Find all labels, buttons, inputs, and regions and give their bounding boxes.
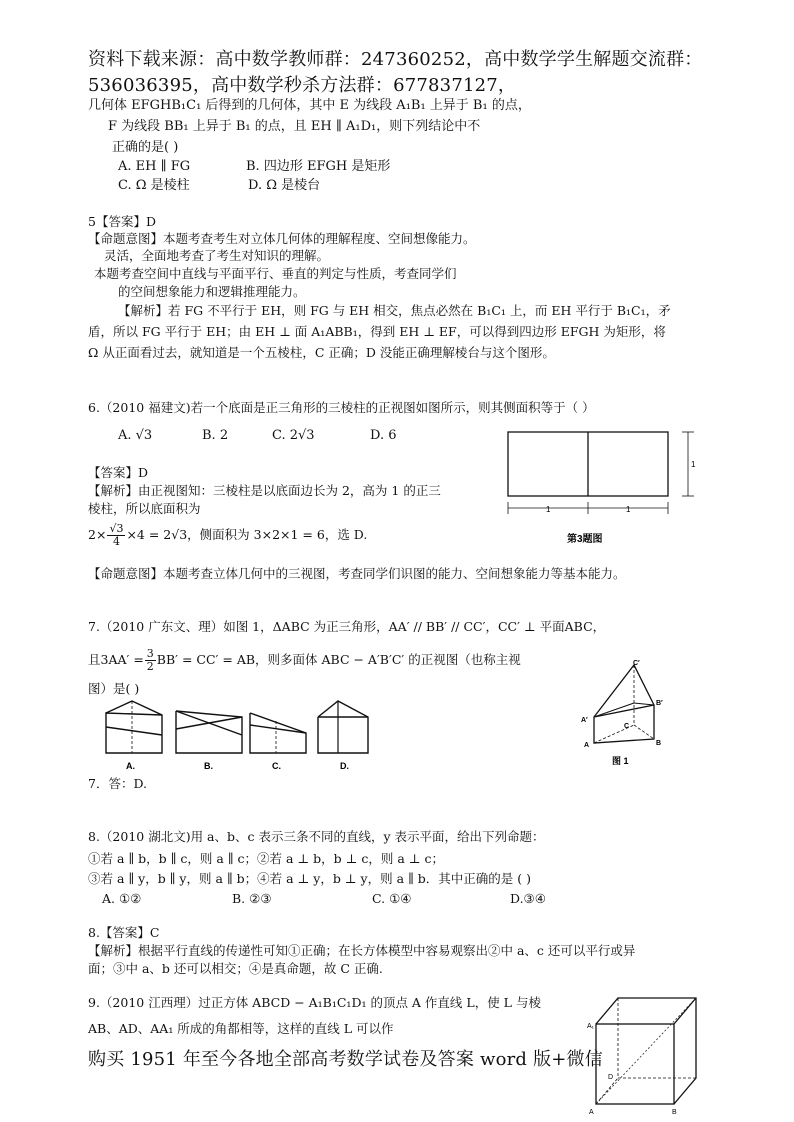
- q5-intent-line-1: 【命题意图】本题考查考生对立体几何体的理解程度、空间想像能力。: [88, 231, 476, 246]
- q6-formula-numerator: √3: [109, 522, 124, 535]
- q7-options-figure: [100, 695, 370, 775]
- q7-option-a-view: [106, 701, 162, 771]
- q6-intent: 【命题意图】本题考查立体几何中的三视图，考查同学们识图的能力、空间想象能力等基本能力。: [88, 566, 626, 581]
- q5-option-c: C. Ω 是棱柱: [118, 178, 190, 193]
- header-line-2: 536036395，高中数学秒杀方法群：677837127，: [88, 75, 517, 96]
- q9-stem-line-2: AB、AD、AA₁ 所成的角都相等，这样的直线 L 可以作: [88, 1021, 394, 1036]
- q8-propositions-line-2: ③若 a ∥ y，b ∥ y，则 a ∥ b；④若 a ⊥ y，b ⊥ y，则 a ∥ b．其中正确的是 ( ): [88, 871, 531, 886]
- q9-vertex-b: B: [672, 1109, 677, 1116]
- q6-dim-left: 1: [546, 505, 551, 514]
- q7-vertex-a-prime: A′: [581, 717, 588, 724]
- q9-vertex-d: D: [608, 1074, 614, 1081]
- q6-option-b: B. 2: [202, 428, 229, 443]
- q5-stem-line-1: 几何体 EFGHB₁C₁ 后得到的几何体，其中 E 为线段 A₁B₁ 上异于 B₁ 的点，: [88, 98, 531, 113]
- q7-option-b-view: [176, 711, 242, 771]
- q5-analysis-line-2: 盾，所以 FG 平行于 EH；由 EH ⊥ 面 A₁ABB₁，得到 EH ⊥ EF，可以得到四边形 EFGH 为矩形，将: [88, 324, 666, 339]
- footer-text: 购买 1951 年至今各地全部高考数学试卷及答案 word 版+微信: [88, 1049, 603, 1070]
- q6-dim-right: 1: [626, 505, 631, 514]
- q9-stem-line-1: 9.（2010 江西理）过正方体 ABCD − A₁B₁C₁D₁ 的顶点 A 作直线 L，使 L 与棱: [88, 995, 541, 1010]
- q8-propositions-line-1: ①若 a ∥ b，b ∥ c，则 a ∥ c；②若 a ⊥ b，b ⊥ c，则 a ⊥ c；: [88, 851, 444, 866]
- q7-label-c: C.: [272, 761, 281, 771]
- q6-formula-pre: 2×: [88, 527, 107, 542]
- q9-vertex-a1: A₁: [587, 1023, 595, 1030]
- q7-option-c-view: [250, 713, 306, 771]
- q5-analysis-line-3: Ω 从正面看过去，就知道是一个五棱柱，C 正确；D 没能正确理解棱台与这个图形。: [88, 345, 555, 360]
- q8-option-c: C. ①④: [372, 891, 412, 906]
- q7-vertex-b-prime: B′: [656, 700, 663, 707]
- q7-stem-fraction: [145, 648, 156, 673]
- q7-option-d-view: [318, 701, 368, 771]
- q7-vertex-b: B: [656, 740, 662, 747]
- q7-answer: 7．答：D.: [88, 776, 148, 791]
- q6-figure-caption: 第3题图: [567, 534, 603, 545]
- q6-formula-denominator: 4: [112, 535, 120, 548]
- q7-label-d: D.: [340, 761, 349, 771]
- q7-stem-pre: 且3AA′ =: [88, 652, 144, 667]
- q7-figure-caption: 图 1: [612, 756, 629, 766]
- q6-stem: 6.（2010 福建文)若一个底面是正三角形的三棱柱的正视图如图所示，则其侧面积等于（ ）: [88, 400, 595, 415]
- q8-option-d: D.③④: [510, 891, 546, 906]
- q7-figure-1: [576, 655, 681, 770]
- q8-answer: 8.【答案】C: [88, 925, 160, 940]
- q9-vertex-a: A: [589, 1109, 594, 1116]
- q5-answer: 5【答案】D: [88, 214, 156, 229]
- q7-stem-line-3: 图）是( ): [88, 681, 140, 696]
- q7-stem-numerator: 3: [146, 647, 154, 660]
- q6-option-d: D. 6: [370, 428, 397, 443]
- q8-option-a: A. ①②: [102, 891, 142, 906]
- q7-vertex-a: A: [584, 742, 590, 749]
- q6-analysis-line-2: 棱柱，所以底面积为: [88, 501, 201, 516]
- q7-label-b: B.: [204, 761, 213, 771]
- q6-formula-post: ×4 = 2√3，侧面积为 3×2×1 = 6，选 D.: [126, 527, 368, 542]
- q6-option-c: C. 2√3: [272, 428, 315, 443]
- q6-front-view-figure: [500, 420, 705, 560]
- q6-formula: [88, 523, 367, 548]
- q6-analysis-line-1: 【解析】由正视图知：三棱柱是以底面边长为 2，高为 1 的正三: [88, 483, 441, 498]
- q5-stem-line-3: 正确的是( ): [112, 140, 179, 155]
- q5-option-a: A. EH ∥ FG: [118, 159, 191, 174]
- q8-stem: 8.（2010 湖北文)用 a、b、c 表示三条不同的直线，y 表示平面，给出下列命题：: [88, 829, 545, 844]
- q7-vertex-c-prime: C′: [633, 660, 640, 667]
- q7-vertex-c: C: [624, 723, 630, 730]
- header-line-1: 资料下载来源：高中数学教师群：247360252，高中数学学生解题交流群：: [88, 49, 703, 70]
- q5-intent-line-3: 本题考查空间中直线与平面平行、垂直的判定与性质，考查同学们: [94, 266, 457, 281]
- q5-option-b: B. 四边形 EFGH 是矩形: [246, 159, 391, 174]
- q9-cube-figure: [586, 990, 706, 1120]
- q7-stem-line-1: 7.（2010 广东文、理）如图 1，ΔABC 为正三角形，AA′ // BB′ // CC′，CC′ ⊥ 平面ABC，: [88, 619, 606, 634]
- q6-dim-height: 1: [691, 460, 696, 469]
- q7-label-a: A.: [126, 761, 135, 771]
- q6-answer: 【答案】D: [88, 465, 149, 480]
- q5-analysis-line-1: 【解析】若 FG 不平行于 EH，则 FG 与 EH 相交，焦点必然在 B₁C₁ 上，而 EH 平行于 B₁C₁，矛: [118, 303, 671, 318]
- q5-option-d: D. Ω 是棱台: [248, 178, 321, 193]
- q6-option-a: A. √3: [118, 428, 153, 443]
- q5-intent-line-4: 的空间想象能力和逻辑推理能力。: [118, 284, 306, 299]
- q8-option-b: B. ②③: [232, 891, 272, 906]
- q5-intent-line-2: 灵活，全面地考查了考生对知识的理解。: [104, 248, 330, 263]
- q8-analysis-line-2: 面；③中 a、b 还可以相交；④是真命题，故 C 正确.: [88, 961, 383, 976]
- q7-stem-denominator: 2: [146, 660, 154, 673]
- q8-analysis-line-1: 【解析】根据平行直线的传递性可知①正确；在长方体模型中容易观察出②中 a、c 还可以平行或异: [88, 943, 636, 958]
- q5-stem-line-2: F 为线段 BB₁ 上异于 B₁ 的点，且 EH ∥ A₁D₁，则下列结论中不: [108, 119, 481, 134]
- q6-formula-fraction: [107, 523, 125, 548]
- q7-stem-post: BB′ = CC′ = AB，则多面体 ABC − A′B′C′ 的正视图（也称主视: [156, 652, 521, 667]
- q7-stem-line-2: [88, 648, 521, 673]
